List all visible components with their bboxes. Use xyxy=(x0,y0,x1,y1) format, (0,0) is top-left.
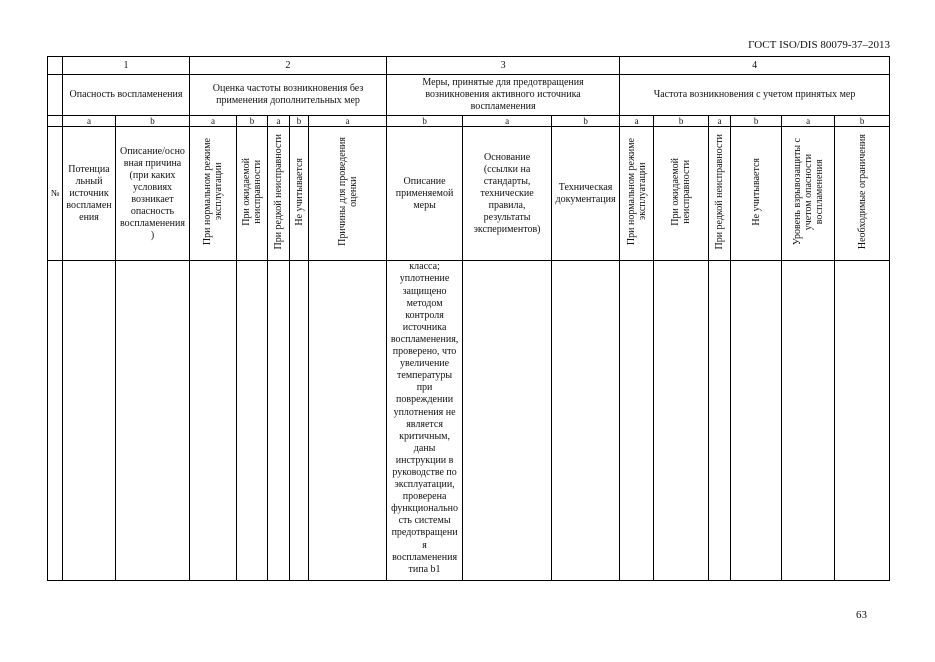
header-protection-level-text: Уровень взрывозащиты с учетом опасности воспламенения xyxy=(791,138,825,246)
column-header-row xyxy=(48,127,890,261)
header-normal-operation-text: При нормальном режиме эксплуатации xyxy=(202,138,224,246)
table-cell xyxy=(782,261,835,581)
header-rare-malfunction xyxy=(268,127,290,261)
group-number-row xyxy=(48,57,890,75)
ab-label: a xyxy=(463,116,552,127)
table-cell xyxy=(309,261,387,581)
table-cell xyxy=(190,261,237,581)
header-protection-level xyxy=(782,127,835,261)
header-rare-malfunction-after-text: При редкой неисправности xyxy=(714,133,726,250)
header-normal-operation-after-text: При нормальном режиме эксплуатации xyxy=(625,138,648,246)
table-cell xyxy=(709,261,731,581)
ab-label: a xyxy=(782,116,835,127)
group-number-1: 1 xyxy=(63,57,190,75)
header-description-cause: Описание/осно вная причина (при каких условиях возникает опасность воспламенения ) xyxy=(116,127,190,261)
table-cell xyxy=(731,261,782,581)
ab-label: b xyxy=(290,116,309,127)
header-normal-operation xyxy=(190,127,237,261)
group-title-frequency-without-measures: Оценка частоты возникновения без применения дополнительных мер xyxy=(190,75,387,116)
ab-label: a xyxy=(709,116,731,127)
group-number-2: 2 xyxy=(190,57,387,75)
header-basis-references: Основание (ссылки на стандарты, технические правила, результаты экспериментов) xyxy=(463,127,552,261)
ab-label: b xyxy=(116,116,190,127)
corner-cell xyxy=(48,57,63,75)
ab-label-row xyxy=(48,116,890,127)
header-number: № xyxy=(48,127,63,261)
header-expected-malfunction xyxy=(237,127,268,261)
ab-label: b xyxy=(552,116,620,127)
ab-label: a xyxy=(268,116,290,127)
table-cell xyxy=(654,261,709,581)
header-expected-malfunction-after xyxy=(654,127,709,261)
table-cell xyxy=(237,261,268,581)
group-number-3: 3 xyxy=(387,57,620,75)
table-cell xyxy=(116,261,190,581)
header-expected-malfunction-text: При ожидаемой неисправности xyxy=(241,157,263,226)
header-not-considered xyxy=(290,127,309,261)
table-cell xyxy=(290,261,309,581)
header-not-considered-text: Не учитывается xyxy=(293,157,305,226)
ab-label: a xyxy=(63,116,116,127)
page-number: 63 xyxy=(856,609,867,621)
header-not-considered-after-text: Не учитывается xyxy=(750,157,762,226)
corner-cell xyxy=(48,75,63,116)
ab-label: b xyxy=(731,116,782,127)
ignition-hazard-table xyxy=(47,56,890,581)
header-not-considered-after xyxy=(731,127,782,261)
corner-cell xyxy=(48,116,63,127)
header-rare-malfunction-after xyxy=(709,127,731,261)
group-title-row xyxy=(48,75,890,116)
ab-label: b xyxy=(237,116,268,127)
header-expected-malfunction-after-text: При ожидаемой неисправности xyxy=(670,157,693,226)
ab-label: a xyxy=(190,116,237,127)
table-cell xyxy=(552,261,620,581)
header-normal-operation-after xyxy=(620,127,654,261)
table-cell xyxy=(463,261,552,581)
table-cell xyxy=(268,261,290,581)
header-measure-description: Описание применяемой меры xyxy=(387,127,463,261)
table-cell xyxy=(63,261,116,581)
ab-label: a xyxy=(309,116,387,127)
ab-label: b xyxy=(835,116,890,127)
group-title-frequency-with-measures: Частота возникновения с учетом принятых мер xyxy=(620,75,890,116)
header-necessary-restrictions xyxy=(835,127,890,261)
group-title-ignition-hazard: Опасность воспламенения xyxy=(63,75,190,116)
ab-label: a xyxy=(620,116,654,127)
table-cell xyxy=(48,261,63,581)
table-cell xyxy=(835,261,890,581)
ab-label: b xyxy=(654,116,709,127)
header-necessary-restrictions-text: Необходимые ограничения xyxy=(856,134,868,250)
header-potential-source: Потенциа льный источник воспламен ения xyxy=(63,127,116,261)
document-code: ГОСТ ISO/DIS 80079-37–2013 xyxy=(748,39,890,51)
table-row xyxy=(48,261,890,581)
table-cell xyxy=(620,261,654,581)
header-assessment-reasons-text: Причины для проведения оценки xyxy=(336,137,359,247)
group-number-4: 4 xyxy=(620,57,890,75)
measure-description-cell: класса; уплотнение защищено методом контроля источника воспламенения, проверено, что увеличение температуры при повреждении уплотнения не является критичным, даны инструкции в руководстве по эксплуатации, проверена функционально сть системы предотвращени я воспламенения типа b1 xyxy=(387,261,463,581)
ab-label: b xyxy=(387,116,463,127)
header-technical-documentation: Техническая документация xyxy=(552,127,620,261)
header-assessment-reasons xyxy=(309,127,387,261)
group-title-measures-applied: Меры, принятые для предотвращения возникновения активного источника воспламенения xyxy=(387,75,620,116)
header-rare-malfunction-text: При редкой неисправности xyxy=(273,133,284,250)
